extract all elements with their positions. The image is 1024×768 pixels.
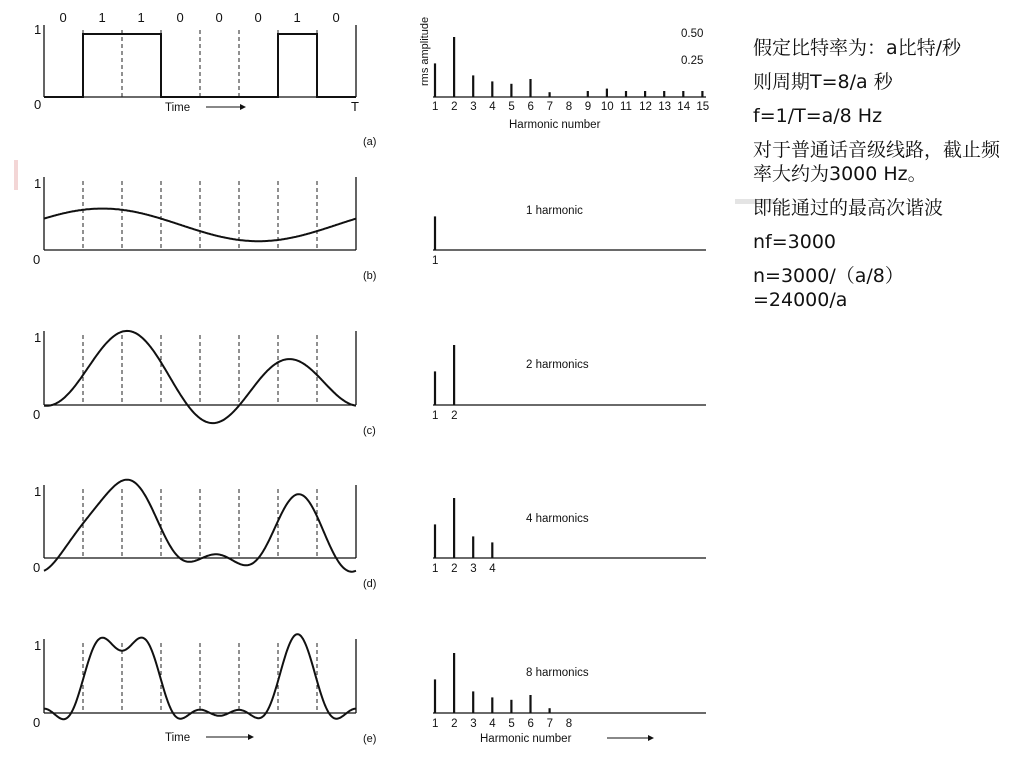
square-wave-panel bbox=[34, 10, 376, 148]
period-label: T bbox=[351, 99, 359, 114]
explanation-notes bbox=[753, 36, 1015, 322]
harmonic-number-label: 8 bbox=[565, 101, 573, 113]
harmonic-number-label: 10 bbox=[600, 101, 614, 113]
harmonic-number-label: 7 bbox=[546, 101, 554, 113]
y-high-label: 1 bbox=[34, 484, 42, 499]
time-arrowhead bbox=[248, 734, 254, 740]
time-arrowhead-a bbox=[240, 104, 246, 110]
bit-label: 0 bbox=[215, 10, 223, 25]
harmonic-number-label: 14 bbox=[677, 101, 691, 113]
harmonic-number-label: 1 bbox=[432, 410, 439, 422]
note-nf: nf=3000 bbox=[753, 231, 837, 253]
y-low-label: 0 bbox=[33, 560, 41, 575]
y-high-label: 1 bbox=[34, 638, 42, 653]
panel-caption: (d) bbox=[363, 578, 377, 590]
bit-label: 0 bbox=[176, 10, 184, 25]
harmonic-number-label: 4 bbox=[489, 718, 496, 730]
harmonic-number-label: 3 bbox=[470, 101, 477, 113]
y-high-label: 1 bbox=[34, 330, 42, 345]
harmonics-title: 2 harmonics bbox=[526, 359, 589, 371]
note-cutoff: 对于普通话音级线路，截止频率大约为3000 Hz。 bbox=[753, 139, 1001, 185]
panel-caption: (c) bbox=[363, 425, 376, 437]
harmonics-title: 4 harmonics bbox=[526, 513, 589, 525]
harmonics-title: 8 harmonics bbox=[526, 667, 589, 679]
harmonic-number-label: 1 bbox=[432, 101, 439, 113]
harmonic-panel bbox=[33, 330, 706, 437]
note-frequency: f=1/T=a/8 Hz bbox=[753, 105, 883, 127]
harmonic-number-label: 12 bbox=[639, 101, 652, 113]
note-n-formula: n=3000/（a/8） bbox=[753, 265, 904, 287]
bit-labels bbox=[60, 10, 340, 25]
note-period: 则周期T=8/a 秒 bbox=[753, 71, 893, 93]
harmonic-number-label: 13 bbox=[658, 101, 671, 113]
harmonics-title: 1 harmonic bbox=[526, 205, 583, 217]
harmonic-number-label: 7 bbox=[546, 718, 554, 730]
note-bitrate: 假定比特率为：a比特/秒 bbox=[753, 37, 962, 59]
bit-label: 1 bbox=[293, 10, 301, 25]
caption-a: (a) bbox=[363, 136, 377, 148]
harmonic-number-label: 5 bbox=[508, 101, 515, 113]
note-highest-harmonic: 即能通过的最高次谐波 bbox=[753, 197, 944, 219]
spectrum-a-xlabel: Harmonic number bbox=[509, 119, 601, 131]
harmonic-number-label: 2 bbox=[451, 101, 458, 113]
amplitude-tick-025: 0.25 bbox=[681, 55, 704, 67]
spectrum-ylabel: rms amplitude bbox=[419, 16, 431, 86]
panel-caption: (e) bbox=[363, 733, 377, 745]
harmonic-panel bbox=[33, 480, 706, 590]
harmonic-number-label: 8 bbox=[565, 718, 573, 730]
spectrum-a-harmonic-labels bbox=[432, 101, 709, 113]
note-n-result: =24000/a bbox=[753, 289, 848, 311]
panel-caption: (b) bbox=[363, 270, 377, 282]
harmonic-number-label: 4 bbox=[489, 101, 496, 113]
bit-label: 0 bbox=[254, 10, 262, 25]
harmonic-number-label: 1 bbox=[432, 563, 439, 575]
harmonic-number-label: 3 bbox=[470, 563, 477, 575]
harmonic-panel bbox=[33, 634, 706, 745]
y-low-label: 0 bbox=[33, 715, 41, 730]
bit-boundaries-a bbox=[83, 30, 317, 97]
harmonic-number-label: 6 bbox=[527, 101, 534, 113]
harmonic-number-label: 9 bbox=[584, 101, 592, 113]
harmonic-number-label: 1 bbox=[432, 718, 439, 730]
harmonic-number-label: 15 bbox=[696, 101, 710, 113]
time-label-a: Time bbox=[165, 102, 191, 114]
harmonic-arrowhead bbox=[648, 735, 654, 741]
spectrum-xlabel: Harmonic number bbox=[480, 733, 572, 745]
spectrum-a-panel bbox=[419, 17, 709, 131]
spectrum-a-bars bbox=[435, 37, 702, 97]
harmonic-number-label: 3 bbox=[470, 718, 477, 730]
y-low-label: 0 bbox=[33, 407, 41, 422]
bit-label: 0 bbox=[59, 10, 67, 25]
harmonic-number-label: 2 bbox=[451, 718, 458, 730]
harmonic-number-label: 6 bbox=[527, 718, 534, 730]
y-high-label: 1 bbox=[34, 176, 42, 191]
bit-label: 1 bbox=[137, 10, 145, 25]
amplitude-tick-050: 0.50 bbox=[681, 28, 704, 40]
y-high-label-a: 1 bbox=[34, 22, 42, 37]
harmonic-panels bbox=[33, 176, 706, 745]
time-label: Time bbox=[165, 732, 191, 744]
harmonic-number-label: 1 bbox=[432, 255, 439, 267]
harmonic-number-label: 2 bbox=[451, 563, 458, 575]
y-low-label-a: 0 bbox=[34, 97, 42, 112]
harmonic-number-label: 5 bbox=[508, 718, 515, 730]
harmonic-panel bbox=[33, 176, 706, 282]
harmonic-number-label: 11 bbox=[620, 101, 632, 113]
y-low-label: 0 bbox=[33, 252, 41, 267]
harmonic-number-label: 4 bbox=[489, 563, 496, 575]
bit-label: 0 bbox=[332, 10, 340, 25]
harmonic-number-label: 2 bbox=[451, 410, 458, 422]
bit-label: 1 bbox=[98, 10, 106, 25]
